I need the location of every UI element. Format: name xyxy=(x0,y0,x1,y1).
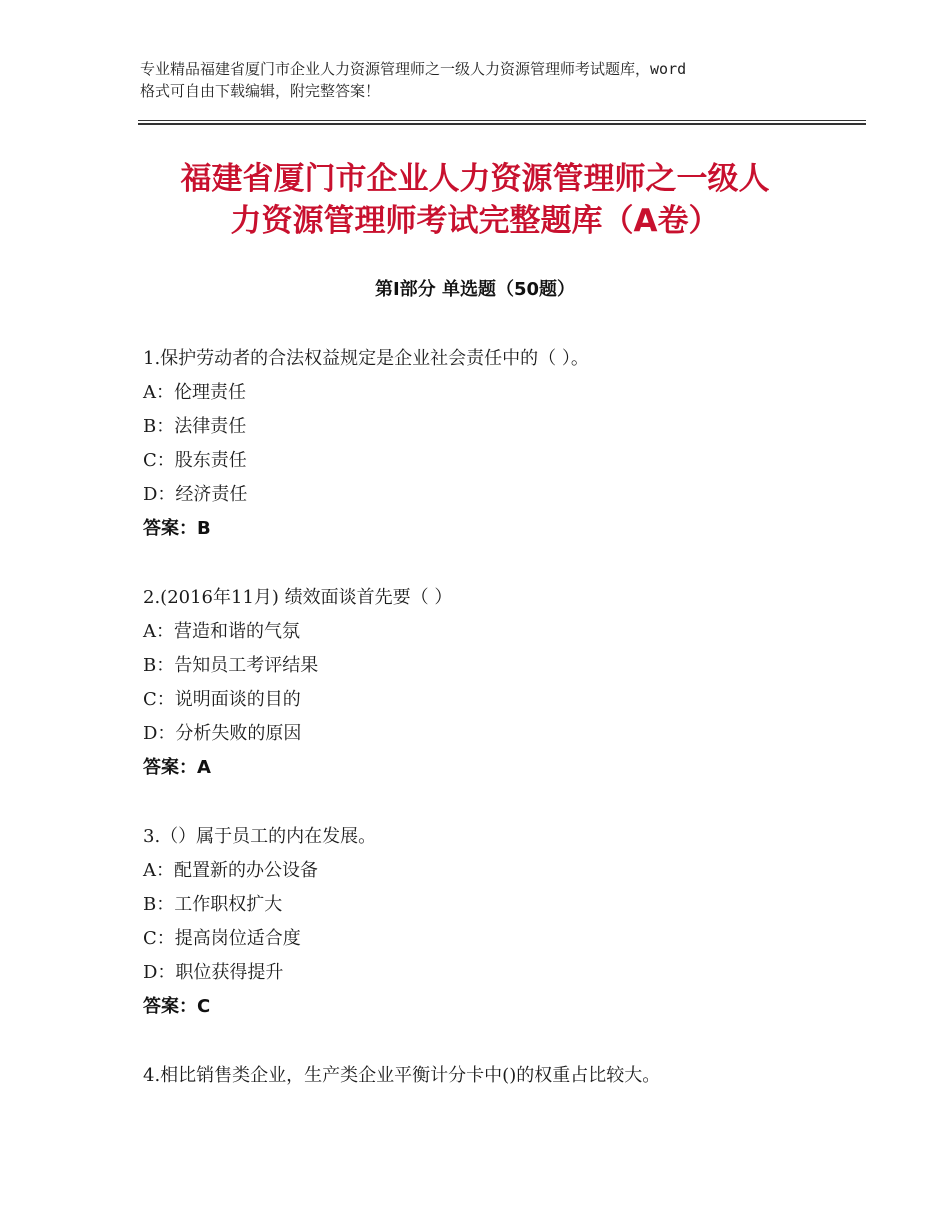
option-d: D：经济责任 xyxy=(143,484,248,505)
answer: 答案：A xyxy=(143,757,211,778)
question-stem: 2.(2016年11月) 绩效面谈首先要（ ） xyxy=(143,587,453,608)
option-c: C：股东责任 xyxy=(143,450,247,471)
question-stem: 4.相比销售类企业，生产类企业平衡计分卡中()的权重占比较大。 xyxy=(143,1065,661,1086)
header-divider xyxy=(138,120,866,125)
option-b: B：工作职权扩大 xyxy=(143,894,283,915)
option-a: A：营造和谐的气氛 xyxy=(143,621,300,642)
header-note-line-1: 专业精品福建省厦门市企业人力资源管理师之一级人力资源管理师考试题库，word xyxy=(140,60,687,78)
option-c: C：说明面谈的目的 xyxy=(143,689,301,710)
document-title xyxy=(100,158,850,242)
header-note xyxy=(140,58,830,102)
option-b: B：告知员工考评结果 xyxy=(143,655,319,676)
question-list xyxy=(143,342,843,1128)
section-heading: 第Ⅰ部分 单选题（50题） xyxy=(374,279,575,300)
question-1 xyxy=(143,342,843,546)
option-b: B：法律责任 xyxy=(143,416,247,437)
header-note-line-2: 格式可自由下载编辑，附完整答案！ xyxy=(140,82,381,100)
option-a: A：伦理责任 xyxy=(143,382,246,403)
document-title-line-2: 力资源管理师考试完整题库（A卷） xyxy=(230,203,720,239)
document-title-line-1: 福建省厦门市企业人力资源管理师之一级人 xyxy=(180,161,770,197)
option-d: D：分析失败的原因 xyxy=(143,723,302,744)
question-stem: 3.（）属于员工的内在发展。 xyxy=(143,826,377,847)
question-stem: 1.保护劳动者的合法权益规定是企业社会责任中的（ ）。 xyxy=(143,348,589,369)
option-d: D：职位获得提升 xyxy=(143,962,284,983)
option-a: A：配置新的办公设备 xyxy=(143,860,318,881)
question-4 xyxy=(143,1059,843,1093)
answer: 答案：B xyxy=(143,518,211,539)
question-2 xyxy=(143,581,843,785)
question-3 xyxy=(143,820,843,1024)
option-c: C：提高岗位适合度 xyxy=(143,928,301,949)
answer: 答案：C xyxy=(143,996,211,1017)
